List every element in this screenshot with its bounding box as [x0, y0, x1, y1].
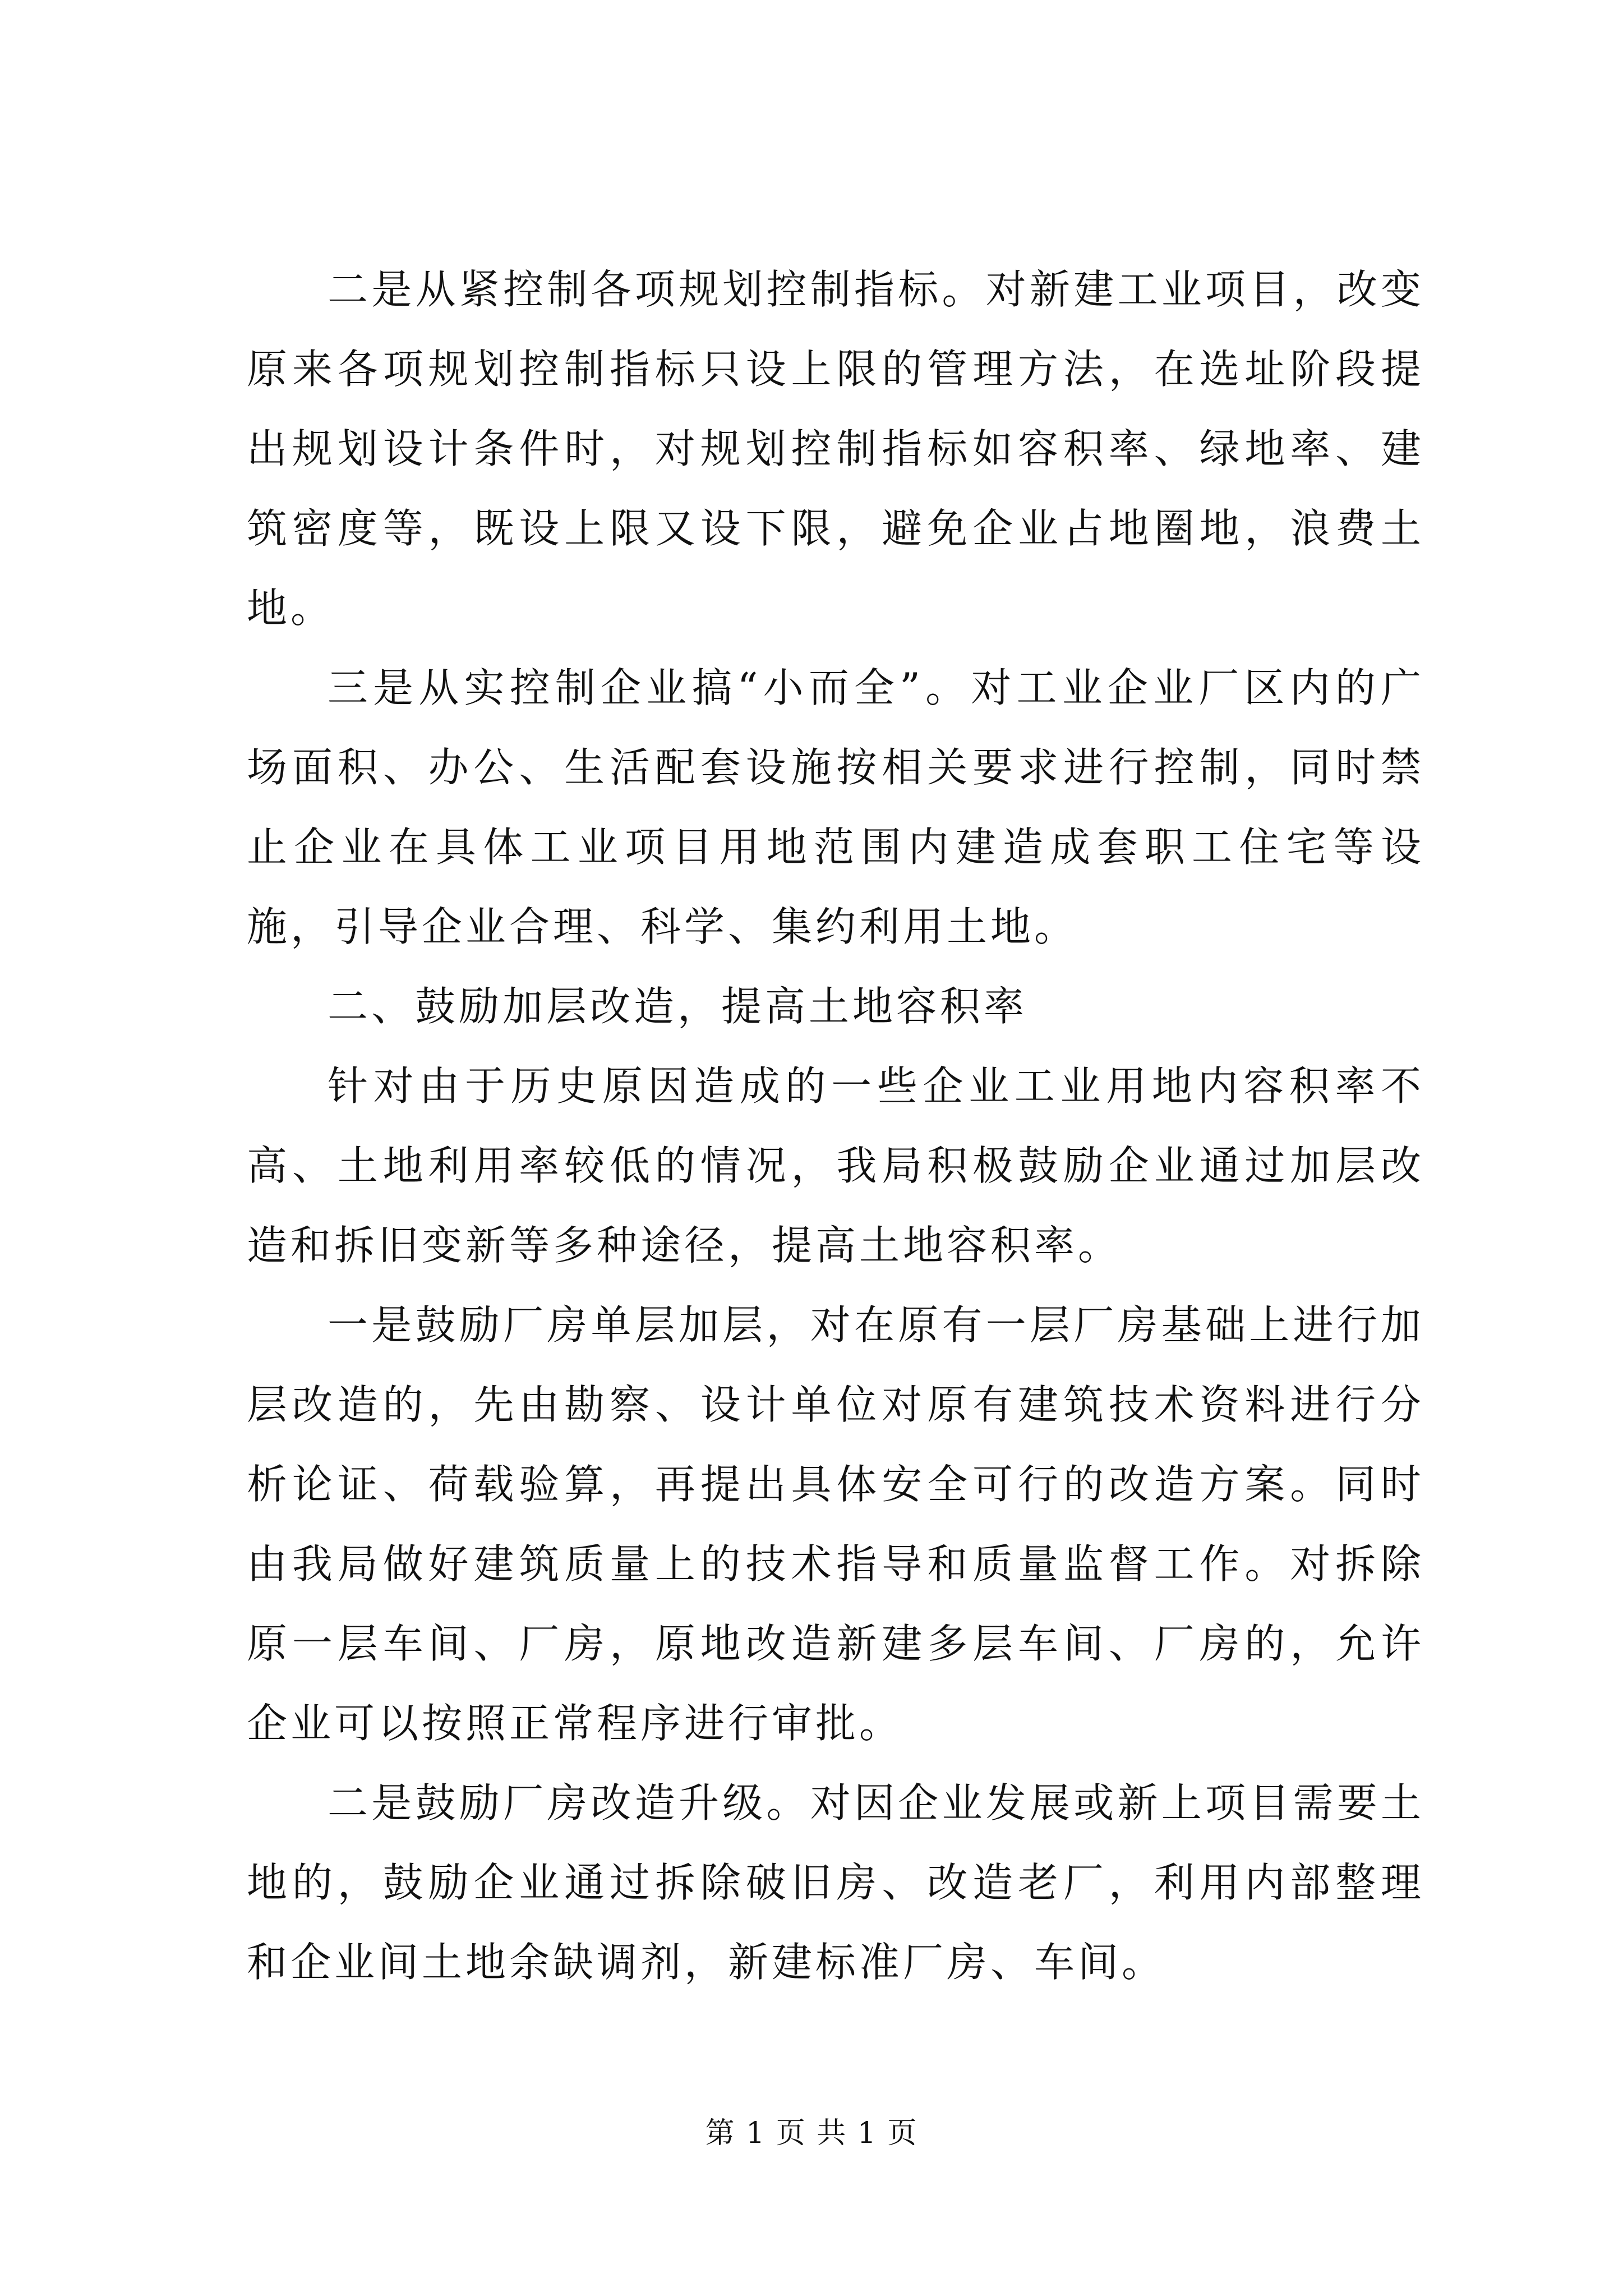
page-footer: 第 1 页 共 1 页: [705, 2116, 918, 2150]
paragraph-factory-upgrade: 二是鼓励厂房改造升级。对因企业发展或新上项目需要土地的，鼓励企业通过拆除破旧房、改造老厂，利用内部整理和企业间土地余缺调剂，新建标准厂房、车间。: [247, 1779, 1424, 1986]
section-heading-floor-addition: 二、鼓励加层改造，提高土地容积率: [328, 983, 1028, 1030]
paragraph-control-indicators: 二是从紧控制各项规划控制指标。对新建工业项目，改变原来各项规划控制指标只设上限的管理方法，在选址阶段提出规划设计条件时，对规划控制指标如容积率、绿地率、建筑密度等，既设上限又设下限，避免企业占地圈地，浪费土地。: [247, 266, 1424, 632]
document-body: [247, 250, 1424, 2002]
paragraph-small-and-complete: 三是从实控制企业搞“小而全”。对工业企业厂区内的广场面积、办公、生活配套设施按相关要求进行控制，同时禁止企业在具体工业项目用地范围内建造成套职工住宅等设施，引导企业合理、科学、集约利用土地。: [247, 664, 1424, 950]
paragraph-historical-reasons: 针对由于历史原因造成的一些企业工业用地内容积率不高、土地利用率较低的情况，我局积极鼓励企业通过加层改造和拆旧变新等多种途径，提高土地容积率。: [247, 1062, 1424, 1269]
paragraph-single-floor-addition: 一是鼓励厂房单层加层，对在原有一层厂房基础上进行加层改造的，先由勘察、设计单位对原有建筑技术资料进行分析论证、荷载验算，再提出具体安全可行的改造方案。同时由我局做好建筑质量上的技术指导和质量监督工作。对拆除原一层车间、厂房，原地改造新建多层车间、厂房的，允许企业可以按照正常程序进行审批。: [247, 1301, 1424, 1747]
